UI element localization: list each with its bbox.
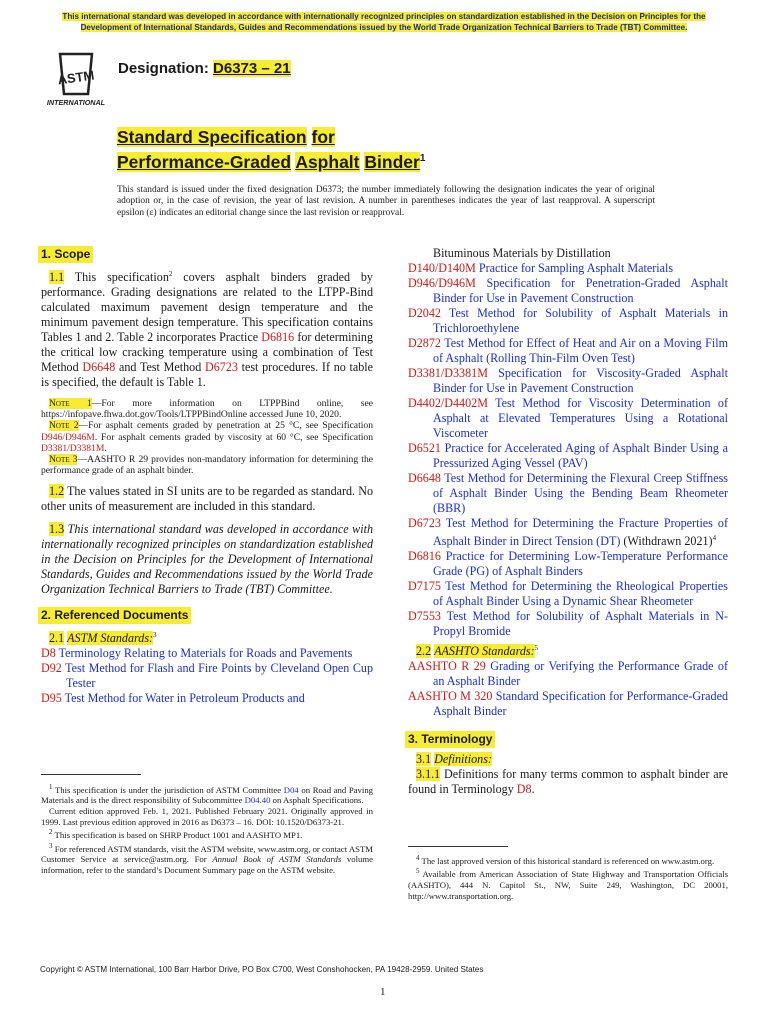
paragraph-3-1-1: 3.1.1 Definitions for many terms common to asphalt binder are found in Terminology D8.	[408, 767, 728, 797]
reference-list-right	[408, 261, 728, 516]
link-d6816[interactable]: D6816	[261, 330, 295, 345]
footnote-4: $^4$ The last approved version of this historical standard is referenced on www.astm.org.	[416, 854, 715, 866]
note-label: Note 2	[49, 420, 79, 432]
reference-title[interactable]: Test Method for Solubility of Asphalt Materials in Trichloroethylene	[433, 306, 728, 335]
subsection-astm-standards: 2.1 ASTM Standards:$^3$	[49, 631, 157, 646]
reference-item	[408, 336, 728, 366]
note-label: Note 1	[49, 398, 92, 410]
reference-title[interactable]: Test Method for Effect of Heat and Air on a Moving Film of Asphalt (Rolling Thin-Film Oven Test)	[433, 336, 728, 365]
reference-code[interactable]: AASHTO R 29	[408, 659, 486, 674]
footnote-edition: Current edition approved Feb. 1, 2021. Published February 2021. Originally approved in 1999. Last previous edition approved in 2016 as D6373 – 16. DOI: 10.1520/D6373-21.	[41, 806, 373, 827]
reference-code[interactable]: AASHTO M 320	[408, 689, 493, 704]
reference-item	[408, 276, 728, 306]
footnote-2: $^2$ This specification is based on SHRP Product 1001 and AASHTO MP1.	[49, 828, 303, 841]
reference-title[interactable]: Test Method for Determining the Fracture Properties of Asphalt Binder in Direct Tension (DT)	[433, 516, 728, 549]
reference-list-left	[41, 646, 373, 706]
reference-list-right-2	[408, 549, 728, 639]
reference-title[interactable]: Test Method for Solubility of Asphalt Materials in N-Propyl Bromide	[433, 609, 728, 639]
reference-code[interactable]: D95	[41, 691, 62, 706]
para-number: 3.1.1	[416, 767, 441, 782]
footnote-ref[interactable]: 3	[153, 631, 157, 640]
section-heading-scope: 1. Scope	[38, 246, 93, 263]
reference-item	[408, 689, 728, 719]
title-part: Standard Specification	[117, 127, 307, 147]
reference-code[interactable]: D92	[41, 661, 62, 676]
reference-item	[408, 366, 728, 396]
astm-logo	[40, 50, 112, 108]
reference-title[interactable]: Test Method for Viscosity Determination of Asphalt at Elevated Temperatures Using a Rotational Viscometer	[433, 396, 728, 440]
reference-title[interactable]: Practice for Determining Low-Temperature Performance Grade (PG) of Asphalt Binders	[433, 549, 728, 579]
subsection-definitions: 3.1 Definitions:	[416, 752, 492, 767]
link-d04[interactable]: D04	[283, 784, 299, 795]
reference-code[interactable]: D3381/D3381M	[408, 366, 488, 380]
section-heading-referenced-documents: 2. Referenced Documents	[38, 607, 191, 624]
reference-item	[408, 441, 728, 471]
tbt-banner	[38, 11, 730, 33]
reference-item	[41, 661, 373, 691]
footnote-5: $^5$ Available from American Association of State Highway and Transportation Officials (AASHTO), 444 N. Capitol St., NW, Suite 249, Washington, DC 20001, http://www.transportation.org.	[408, 867, 728, 901]
title-part: for	[311, 127, 335, 147]
link-d04-40[interactable]: D04.40	[244, 795, 271, 806]
reference-code[interactable]: D6816	[408, 549, 441, 564]
left-column	[41, 246, 373, 706]
reference-title[interactable]: Specification for Penetration-Graded Asphalt Binder for Use in Pavement Construction	[433, 276, 728, 305]
link-d6723[interactable]: D6723	[204, 360, 238, 375]
reference-code[interactable]: D7175	[408, 579, 441, 594]
para-number: 1.2	[49, 484, 65, 499]
reference-item	[408, 261, 728, 276]
link-d3381[interactable]: D3381/D3381M	[41, 442, 105, 454]
reference-code[interactable]: D2872	[408, 336, 441, 350]
note-2: Note 2—For asphalt cements graded by penetration at 25 °C, see Specification D946/D946M. For asphalt cements graded by viscosity at 60 °C, see Specification D3381/D3381M.	[41, 420, 373, 454]
reference-title[interactable]: Test Method for Flash and Fire Points by Cleveland Open Cup Tester	[61, 661, 373, 691]
reference-title[interactable]: Grading or Verifying the Performance Grade of an Asphalt Binder	[433, 659, 728, 689]
copyright-footer: Copyright © ASTM International, 100 Barr Harbor Drive, PO Box C700, West Conshohocken, PA 19428-2959. United States	[40, 965, 484, 974]
title-footnote-ref[interactable]: 1	[419, 153, 426, 164]
footnote-divider	[408, 846, 508, 847]
link-d8[interactable]: D8	[516, 782, 532, 797]
page-title	[117, 126, 425, 173]
designation	[118, 60, 291, 77]
paragraph-1-3: 1.3 This international standard was developed in accordance with internationally recognized principles on standardization established in the Decision on Principles for the Development of International Standards, Guides and Recommendations issued by the World Trade Organization Technical Barriers to Trade (TBT) Committee.	[41, 522, 373, 597]
reference-title[interactable]: Terminology Relating to Materials for Roads and Pavements	[55, 646, 353, 661]
footnotes-right	[408, 853, 728, 901]
reference-title[interactable]: Test Method for Determining the Flexural Creep Stiffness of Asphalt Binder Using the Bending Beam Rheometer (BBR)	[433, 471, 728, 515]
page-number: 1	[380, 986, 386, 998]
paragraph-1-2: 1.2 The values stated in SI units are to be regarded as standard. No other units of measurement are included in this standard.	[41, 484, 373, 514]
reference-item	[408, 609, 728, 639]
reference-code[interactable]: D6648	[408, 471, 441, 485]
link-d946[interactable]: D946/D946M	[41, 431, 95, 443]
reference-code[interactable]: D2042	[408, 306, 441, 320]
reference-item	[408, 579, 728, 609]
reference-code[interactable]: D8	[41, 646, 56, 661]
reference-code[interactable]: D946/D946M	[408, 276, 476, 290]
note-3: Note 3—AASHTO R 29 provides non-mandatory information for determining the performance grade of an asphalt binder.	[41, 454, 373, 477]
right-column	[408, 246, 728, 805]
reference-code[interactable]: D140/D140M	[408, 261, 476, 275]
reference-item	[408, 396, 728, 441]
note-label: Note 3	[49, 454, 78, 466]
reference-item	[408, 549, 728, 579]
logo-text: INTERNATIONAL	[46, 98, 106, 107]
footnotes-left	[41, 782, 373, 875]
para-number: 1.1	[49, 270, 65, 285]
footnote-ref[interactable]: 5	[534, 644, 539, 653]
reference-item: D6723 Test Method for Determining the Fracture Properties of Asphalt Binder in Direct Tension (DT) (Withdrawn 2021)$^4$	[408, 516, 728, 549]
reference-continuation: Bituminous Materials by Distillation	[433, 246, 611, 260]
paragraph-1-1: 1.1 This specification$^2$ covers asphalt binders graded by performance. Grading designations are related to the LTPP-Bind calculated maximum pavement design temperature and the minimum pavement design temperature. This specification contains Tables 1 and 2. Table 2 incorporates Practice D6816 for determining the critical low cracking temperature using a combination of Test Method D6648 and Test Method D6723 test procedures. If no table is specified, the default is Table 1.	[41, 270, 374, 390]
reference-item	[408, 306, 728, 336]
reference-title[interactable]: Test Method for Water in Petroleum Products and	[61, 691, 305, 706]
footnote-ref[interactable]: 4	[712, 534, 717, 542]
reference-list-aashto	[408, 659, 728, 719]
reference-item	[41, 646, 373, 661]
designation-label: Designation:	[118, 60, 209, 77]
astm-logo-icon	[40, 50, 112, 108]
footnote-ref[interactable]: 2	[168, 270, 173, 278]
reference-code[interactable]: D6521	[408, 441, 441, 455]
reference-code[interactable]: D6723	[408, 516, 441, 530]
link-d6648[interactable]: D6648	[82, 360, 116, 375]
subsection-aashto-standards: 2.2 AASHTO Standards:$^5$	[416, 644, 539, 659]
reference-item	[408, 659, 728, 689]
reference-title[interactable]: Practice for Sampling Asphalt Materials	[475, 261, 674, 275]
designation-notice: This standard is issued under the fixed designation D6373; the number immediately following the designation indicates the year of original adoption or, in the case of revision, the year of last revision. A number in parentheses indicates the year of last reapproval. A superscript epsilon (ε) indicates an editorial change since the last revision or reapproval.	[117, 185, 655, 218]
reference-item	[41, 691, 373, 706]
title-part: Asphalt	[295, 151, 360, 172]
note-1: Note 1—For more information on LTPPBind online, see https://infopave.fhwa.dot.gov/Tools/LTPPBindOnline accessed June 10, 2020.	[41, 398, 373, 421]
reference-title[interactable]: Practice for Accelerated Aging of Asphalt Binder Using a Pressurized Aging Vessel (PAV)	[433, 441, 728, 470]
title-part: Binder	[364, 151, 420, 172]
logo-mark: ASTM	[56, 67, 96, 88]
reference-item	[408, 471, 728, 516]
reference-title[interactable]: Test Method for Determining the Rheological Properties of Asphalt Binder Using a Dynamic Shear Rheometer	[433, 579, 728, 609]
title-part: Performance-Graded	[117, 151, 292, 172]
footnote-divider	[41, 774, 141, 775]
section-heading-terminology: 3. Terminology	[405, 731, 495, 748]
reference-title[interactable]: Standard Specification for Performance-Graded Asphalt Binder	[433, 689, 728, 719]
reference-code[interactable]: D7553	[408, 609, 441, 624]
reference-code[interactable]: D4402/D4402M	[408, 396, 488, 410]
reference-title[interactable]: Specification for Viscosity-Graded Asphalt Binder for Use in Pavement Construction	[433, 366, 728, 395]
footnote-3: $^3$ For referenced ASTM standards, visit the ASTM website, www.astm.org, or contact ASTM Customer Service at service@astm.org. For Annual Book of ASTM Standards volume information, refer to the standard’s Document Summary page on the ASTM website.	[41, 841, 373, 875]
footnote-1: $^1$ This specification is under the jurisdiction of ASTM Committee D04 on Road and Paving Materials and is the direct responsibility of Subcommittee D04.40 on Asphalt Specifications.	[41, 783, 374, 806]
banner-text: This international standard was developed in accordance with internationally recognized principles on standardization established in the Decision on Principles for the Development of International Standards, Guides and Recommendations issued by the World Trade Organization Technical Barriers to Trade (TBT) Committee.	[62, 12, 706, 32]
designation-code: D6373 – 21	[213, 60, 291, 77]
para-number: 1.3	[49, 522, 65, 537]
